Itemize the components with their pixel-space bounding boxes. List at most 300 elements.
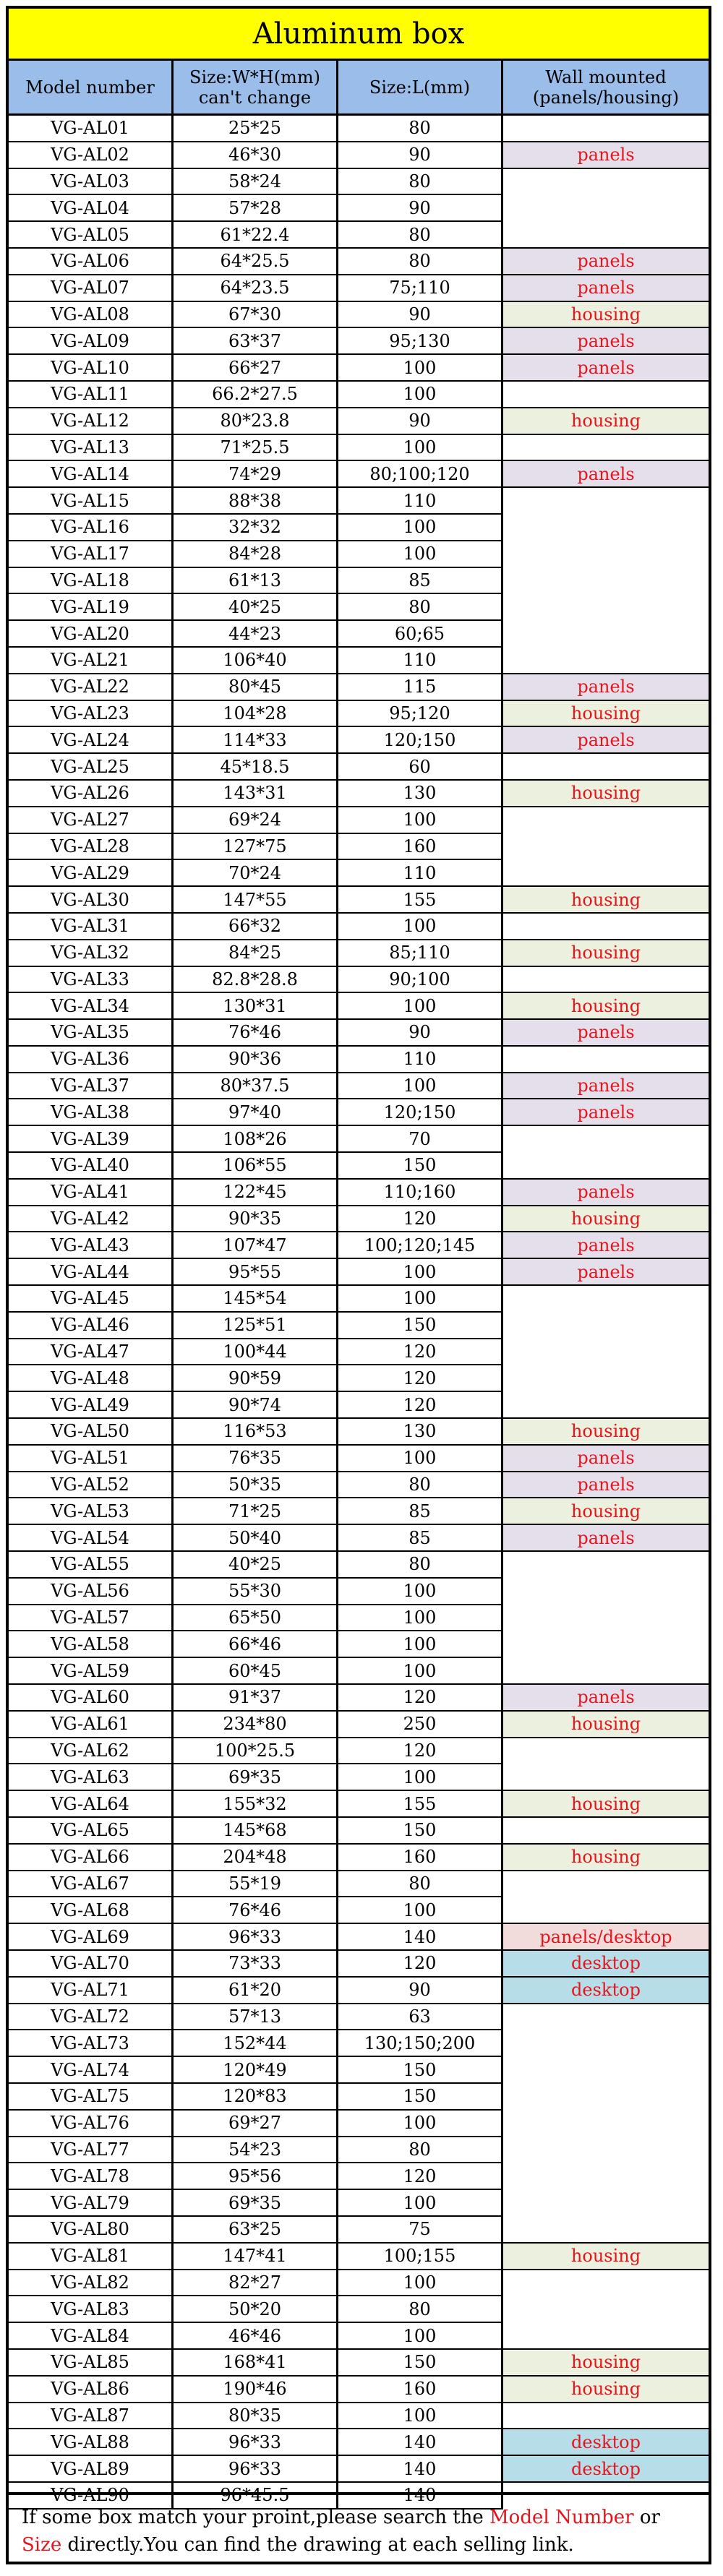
size-l-cell: 130;150;200 xyxy=(338,2030,503,2057)
header-size-wh-line2: can't change xyxy=(198,87,312,108)
size-wh-cell: 120*83 xyxy=(174,2084,338,2111)
wall-mounted-cell: panels xyxy=(503,1472,709,1499)
size-l-cell: 100 xyxy=(338,1286,503,1313)
size-wh-cell: 58*24 xyxy=(174,169,338,196)
wall-mounted-cell: housing xyxy=(503,302,709,329)
model-number-cell: VG-AL42 xyxy=(9,1206,174,1233)
size-l-cell: 140 xyxy=(338,2429,503,2456)
wall-mounted-cell: panels xyxy=(503,1180,709,1206)
wall-mounted-cell xyxy=(503,568,709,595)
model-number-cell: VG-AL47 xyxy=(9,1339,174,1366)
size-wh-cell: 64*23.5 xyxy=(174,275,338,302)
table-row xyxy=(9,1712,709,1738)
model-number-cell: VG-AL35 xyxy=(9,1020,174,1047)
wall-mounted-cell xyxy=(503,2111,709,2137)
size-l-cell: 100 xyxy=(338,993,503,1020)
size-wh-cell: 106*55 xyxy=(174,1153,338,1180)
size-wh-cell: 45*18.5 xyxy=(174,754,338,781)
size-l-cell: 90 xyxy=(338,195,503,222)
size-l-cell: 110 xyxy=(338,648,503,674)
table-row xyxy=(9,515,709,541)
wall-mounted-cell xyxy=(503,1286,709,1313)
table-row xyxy=(9,275,709,302)
size-l-cell: 140 xyxy=(338,2456,503,2483)
size-l-cell: 150 xyxy=(338,2057,503,2084)
table-row xyxy=(9,142,709,169)
size-wh-cell: 106*40 xyxy=(174,648,338,674)
size-l-cell: 100 xyxy=(338,1764,503,1791)
wall-mounted-cell xyxy=(503,754,709,781)
model-number-cell: VG-AL80 xyxy=(9,2217,174,2244)
size-wh-cell: 84*25 xyxy=(174,940,338,967)
size-l-cell: 80 xyxy=(338,222,503,249)
wall-mounted-cell xyxy=(503,2270,709,2297)
size-wh-cell: 82*27 xyxy=(174,2270,338,2297)
size-wh-cell: 122*45 xyxy=(174,1180,338,1206)
wall-mounted-cell xyxy=(503,2163,709,2190)
model-number-cell: VG-AL69 xyxy=(9,1924,174,1951)
wall-mounted-cell: panels xyxy=(503,727,709,754)
model-number-cell: VG-AL14 xyxy=(9,461,174,488)
size-wh-cell: 96*33 xyxy=(174,2456,338,2483)
table-row xyxy=(9,1286,709,1313)
wall-mounted-cell xyxy=(503,1818,709,1845)
wall-mounted-cell: housing xyxy=(503,1206,709,1233)
size-l-cell: 85 xyxy=(338,568,503,595)
size-wh-cell: 90*35 xyxy=(174,1206,338,1233)
wall-mounted-cell xyxy=(503,860,709,887)
size-l-cell: 120;150 xyxy=(338,1099,503,1126)
table-row xyxy=(9,1658,709,1685)
wall-mounted-cell xyxy=(503,2217,709,2244)
model-number-cell: VG-AL25 xyxy=(9,754,174,781)
size-wh-cell: 96*45.5 xyxy=(174,2483,338,2510)
wall-mounted-cell: panels xyxy=(503,1099,709,1126)
size-wh-cell: 88*38 xyxy=(174,488,338,515)
wall-mounted-cell: housing xyxy=(503,408,709,435)
model-number-cell: VG-AL03 xyxy=(9,169,174,196)
model-number-cell: VG-AL21 xyxy=(9,648,174,674)
model-number-cell: VG-AL15 xyxy=(9,488,174,515)
table-row xyxy=(9,222,709,249)
size-l-cell: 75;110 xyxy=(338,275,503,302)
size-l-cell: 100 xyxy=(338,541,503,568)
wall-mounted-cell xyxy=(503,1339,709,1366)
table-row xyxy=(9,2111,709,2137)
wall-mounted-cell: housing xyxy=(503,1845,709,1871)
size-l-cell: 160 xyxy=(338,834,503,861)
size-l-cell: 100 xyxy=(338,807,503,834)
size-l-cell: 90 xyxy=(338,302,503,329)
footer-text-1: If some box match your proint,please search the xyxy=(22,2507,490,2528)
table-row xyxy=(9,1631,709,1658)
wall-mounted-cell xyxy=(503,2296,709,2323)
model-number-cell: VG-AL36 xyxy=(9,1047,174,1073)
wall-mounted-cell xyxy=(503,1392,709,1419)
model-number-cell: VG-AL85 xyxy=(9,2350,174,2377)
size-l-cell: 80 xyxy=(338,116,503,142)
table-row xyxy=(9,1924,709,1951)
size-l-cell: 100 xyxy=(338,382,503,408)
size-l-cell: 80 xyxy=(338,169,503,196)
header-wall-line1: Wall mounted xyxy=(545,66,667,87)
size-wh-cell: 55*19 xyxy=(174,1871,338,1898)
model-number-cell: VG-AL68 xyxy=(9,1897,174,1924)
table-row xyxy=(9,1978,709,2004)
model-number-cell: VG-AL31 xyxy=(9,914,174,940)
table-row xyxy=(9,2190,709,2217)
model-number-cell: VG-AL70 xyxy=(9,1951,174,1978)
size-l-cell: 95;120 xyxy=(338,701,503,728)
size-wh-cell: 84*28 xyxy=(174,541,338,568)
table-row xyxy=(9,2163,709,2190)
size-wh-cell: 67*30 xyxy=(174,302,338,329)
size-l-cell: 115 xyxy=(338,674,503,701)
wall-mounted-cell: housing xyxy=(503,887,709,914)
wall-mounted-cell: housing xyxy=(503,1419,709,1446)
model-number-cell: VG-AL66 xyxy=(9,1845,174,1871)
table-row xyxy=(9,1791,709,1818)
table-row xyxy=(9,1419,709,1446)
table-row xyxy=(9,1552,709,1579)
size-wh-cell: 63*25 xyxy=(174,2217,338,2244)
size-wh-cell: 55*30 xyxy=(174,1579,338,1605)
size-wh-cell: 71*25.5 xyxy=(174,435,338,462)
wall-mounted-cell xyxy=(503,2004,709,2031)
size-l-cell: 100 xyxy=(338,2403,503,2430)
model-number-cell: VG-AL30 xyxy=(9,887,174,914)
table-row xyxy=(9,2350,709,2377)
model-number-cell: VG-AL20 xyxy=(9,621,174,648)
model-number-cell: VG-AL79 xyxy=(9,2190,174,2217)
size-l-cell: 110 xyxy=(338,860,503,887)
model-number-cell: VG-AL28 xyxy=(9,834,174,861)
table-row xyxy=(9,1845,709,1871)
model-number-cell: VG-AL87 xyxy=(9,2403,174,2430)
size-wh-cell: 120*49 xyxy=(174,2057,338,2084)
size-wh-cell: 69*24 xyxy=(174,807,338,834)
size-l-cell: 100 xyxy=(338,515,503,541)
wall-mounted-cell xyxy=(503,1153,709,1180)
table-row xyxy=(9,1126,709,1153)
wall-mounted-cell xyxy=(503,1631,709,1658)
table-row xyxy=(9,116,709,142)
size-l-cell: 85 xyxy=(338,1498,503,1525)
size-wh-cell: 61*22.4 xyxy=(174,222,338,249)
model-number-cell: VG-AL71 xyxy=(9,1978,174,2004)
table-row xyxy=(9,2057,709,2084)
table-row xyxy=(9,1579,709,1605)
wall-mounted-cell: desktop xyxy=(503,2429,709,2456)
table-row xyxy=(9,1525,709,1552)
table-row xyxy=(9,1339,709,1366)
size-wh-cell: 90*74 xyxy=(174,1392,338,1419)
size-wh-cell: 44*23 xyxy=(174,621,338,648)
table-row xyxy=(9,1897,709,1924)
size-wh-cell: 204*48 xyxy=(174,1845,338,1871)
table-row xyxy=(9,355,709,382)
model-number-cell: VG-AL75 xyxy=(9,2084,174,2111)
wall-mounted-cell: housing xyxy=(503,2244,709,2270)
size-l-cell: 80;100;120 xyxy=(338,461,503,488)
size-l-cell: 120 xyxy=(338,1738,503,1765)
size-wh-cell: 168*41 xyxy=(174,2350,338,2377)
table-row xyxy=(9,2296,709,2323)
size-wh-cell: 80*45 xyxy=(174,674,338,701)
model-number-cell: VG-AL57 xyxy=(9,1605,174,1632)
table-title: Aluminum box xyxy=(9,9,709,61)
size-l-cell: 120 xyxy=(338,1206,503,1233)
wall-mounted-cell: panels xyxy=(503,1020,709,1047)
table-row xyxy=(9,408,709,435)
size-wh-cell: 155*32 xyxy=(174,1791,338,1818)
model-number-cell: VG-AL65 xyxy=(9,1818,174,1845)
model-number-cell: VG-AL27 xyxy=(9,807,174,834)
size-wh-cell: 95*55 xyxy=(174,1259,338,1286)
model-number-cell: VG-AL54 xyxy=(9,1525,174,1552)
wall-mounted-cell: housing xyxy=(503,940,709,967)
wall-mounted-cell xyxy=(503,435,709,462)
table-row xyxy=(9,1818,709,1845)
size-l-cell: 120 xyxy=(338,1365,503,1392)
model-number-cell: VG-AL40 xyxy=(9,1153,174,1180)
table-row xyxy=(9,195,709,222)
model-number-cell: VG-AL81 xyxy=(9,2244,174,2270)
table-row xyxy=(9,2323,709,2350)
size-wh-cell: 64*25.5 xyxy=(174,249,338,275)
size-wh-cell: 60*45 xyxy=(174,1658,338,1685)
table-row xyxy=(9,1738,709,1765)
size-l-cell: 100 xyxy=(338,435,503,462)
wall-mounted-cell: housing xyxy=(503,701,709,728)
table-row xyxy=(9,302,709,329)
model-number-cell: VG-AL23 xyxy=(9,701,174,728)
size-l-cell: 150 xyxy=(338,1153,503,1180)
wall-mounted-cell xyxy=(503,621,709,648)
table-row xyxy=(9,940,709,967)
model-number-cell: VG-AL29 xyxy=(9,860,174,887)
table-row xyxy=(9,461,709,488)
size-l-cell: 140 xyxy=(338,2483,503,2510)
size-wh-cell: 96*33 xyxy=(174,2429,338,2456)
wall-mounted-cell: panels/desktop xyxy=(503,1924,709,1951)
model-number-cell: VG-AL52 xyxy=(9,1472,174,1499)
model-number-cell: VG-AL63 xyxy=(9,1764,174,1791)
aluminum-box-table xyxy=(6,6,711,2564)
wall-mounted-cell xyxy=(503,1738,709,1765)
model-number-cell: VG-AL44 xyxy=(9,1259,174,1286)
wall-mounted-cell xyxy=(503,594,709,621)
size-wh-cell: 100*25.5 xyxy=(174,1738,338,1765)
size-l-cell: 100;155 xyxy=(338,2244,503,2270)
size-wh-cell: 61*20 xyxy=(174,1978,338,2004)
size-l-cell: 80 xyxy=(338,1552,503,1579)
size-wh-cell: 73*33 xyxy=(174,1951,338,1978)
model-number-cell: VG-AL46 xyxy=(9,1313,174,1339)
wall-mounted-cell xyxy=(503,2057,709,2084)
wall-mounted-cell: desktop xyxy=(503,1978,709,2004)
table-row xyxy=(9,701,709,728)
size-l-cell: 100 xyxy=(338,2323,503,2350)
size-wh-cell: 66*46 xyxy=(174,1631,338,1658)
table-row xyxy=(9,1020,709,1047)
model-number-cell: VG-AL02 xyxy=(9,142,174,169)
model-number-cell: VG-AL18 xyxy=(9,568,174,595)
model-number-cell: VG-AL06 xyxy=(9,249,174,275)
size-l-cell: 120 xyxy=(338,1951,503,1978)
table-row xyxy=(9,754,709,781)
table-row xyxy=(9,2217,709,2244)
model-number-cell: VG-AL38 xyxy=(9,1099,174,1126)
size-l-cell: 110 xyxy=(338,1047,503,1073)
model-number-cell: VG-AL22 xyxy=(9,674,174,701)
size-wh-cell: 61*13 xyxy=(174,568,338,595)
size-l-cell: 100 xyxy=(338,1631,503,1658)
model-number-cell: VG-AL83 xyxy=(9,2296,174,2323)
model-number-cell: VG-AL64 xyxy=(9,1791,174,1818)
model-number-cell: VG-AL86 xyxy=(9,2377,174,2403)
wall-mounted-cell xyxy=(503,1871,709,1898)
table-row xyxy=(9,435,709,462)
model-number-cell: VG-AL37 xyxy=(9,1073,174,1100)
size-l-cell: 155 xyxy=(338,1791,503,1818)
size-l-cell: 100;120;145 xyxy=(338,1232,503,1259)
model-number-cell: VG-AL77 xyxy=(9,2137,174,2164)
size-l-cell: 80 xyxy=(338,2296,503,2323)
table-row xyxy=(9,1206,709,1233)
size-l-cell: 110;160 xyxy=(338,1180,503,1206)
wall-mounted-cell: housing xyxy=(503,781,709,807)
wall-mounted-cell xyxy=(503,1764,709,1791)
size-wh-cell: 125*51 xyxy=(174,1313,338,1339)
model-number-cell: VG-AL32 xyxy=(9,940,174,967)
size-wh-cell: 69*35 xyxy=(174,1764,338,1791)
model-number-cell: VG-AL39 xyxy=(9,1126,174,1153)
size-l-cell: 130 xyxy=(338,781,503,807)
wall-mounted-cell xyxy=(503,967,709,994)
size-wh-cell: 143*31 xyxy=(174,781,338,807)
table-row xyxy=(9,967,709,994)
table-row xyxy=(9,914,709,940)
wall-mounted-cell xyxy=(503,1126,709,1153)
wall-mounted-cell xyxy=(503,488,709,515)
model-number-cell: VG-AL04 xyxy=(9,195,174,222)
table-row xyxy=(9,1392,709,1419)
size-l-cell: 155 xyxy=(338,887,503,914)
model-number-cell: VG-AL78 xyxy=(9,2163,174,2190)
size-wh-cell: 104*28 xyxy=(174,701,338,728)
model-number-cell: VG-AL16 xyxy=(9,515,174,541)
footer-model-number: Model Number xyxy=(489,2507,634,2528)
size-l-cell: 85;110 xyxy=(338,940,503,967)
model-number-cell: VG-AL34 xyxy=(9,993,174,1020)
size-l-cell: 90 xyxy=(338,142,503,169)
size-l-cell: 120 xyxy=(338,1339,503,1366)
table-row xyxy=(9,860,709,887)
size-wh-cell: 152*44 xyxy=(174,2030,338,2057)
wall-mounted-cell xyxy=(503,2190,709,2217)
size-wh-cell: 46*46 xyxy=(174,2323,338,2350)
wall-mounted-cell xyxy=(503,382,709,408)
size-wh-cell: 82.8*28.8 xyxy=(174,967,338,994)
size-wh-cell: 25*25 xyxy=(174,116,338,142)
model-number-cell: VG-AL73 xyxy=(9,2030,174,2057)
wall-mounted-cell xyxy=(503,515,709,541)
table-row xyxy=(9,807,709,834)
size-l-cell: 130 xyxy=(338,1419,503,1446)
wall-mounted-cell xyxy=(503,648,709,674)
wall-mounted-cell: panels xyxy=(503,355,709,382)
size-wh-cell: 71*25 xyxy=(174,1498,338,1525)
size-wh-cell: 100*44 xyxy=(174,1339,338,1366)
table-row xyxy=(9,1472,709,1499)
size-l-cell: 100 xyxy=(338,1897,503,1924)
table-row xyxy=(9,2270,709,2297)
size-wh-cell: 50*40 xyxy=(174,1525,338,1552)
wall-mounted-cell xyxy=(503,1605,709,1632)
model-number-cell: VG-AL58 xyxy=(9,1631,174,1658)
model-number-cell: VG-AL10 xyxy=(9,355,174,382)
wall-mounted-cell: panels xyxy=(503,1446,709,1472)
model-number-cell: VG-AL56 xyxy=(9,1579,174,1605)
size-wh-cell: 40*25 xyxy=(174,1552,338,1579)
size-l-cell: 60;65 xyxy=(338,621,503,648)
wall-mounted-cell: panels xyxy=(503,1232,709,1259)
size-l-cell: 100 xyxy=(338,355,503,382)
wall-mounted-cell: housing xyxy=(503,2350,709,2377)
size-wh-cell: 96*33 xyxy=(174,1924,338,1951)
table-row xyxy=(9,1259,709,1286)
size-wh-cell: 63*37 xyxy=(174,328,338,355)
size-l-cell: 150 xyxy=(338,1313,503,1339)
table-row xyxy=(9,1685,709,1712)
size-wh-cell: 147*41 xyxy=(174,2244,338,2270)
table-row xyxy=(9,594,709,621)
wall-mounted-cell: panels xyxy=(503,674,709,701)
model-number-cell: VG-AL26 xyxy=(9,781,174,807)
table-row xyxy=(9,1365,709,1392)
model-number-cell: VG-AL45 xyxy=(9,1286,174,1313)
wall-mounted-cell xyxy=(503,2403,709,2430)
model-number-cell: VG-AL33 xyxy=(9,967,174,994)
model-number-cell: VG-AL88 xyxy=(9,2429,174,2456)
table-row xyxy=(9,2084,709,2111)
size-wh-cell: 50*35 xyxy=(174,1472,338,1499)
wall-mounted-cell: housing xyxy=(503,993,709,1020)
wall-mounted-cell xyxy=(503,2323,709,2350)
wall-mounted-cell xyxy=(503,169,709,196)
model-number-cell: VG-AL76 xyxy=(9,2111,174,2137)
size-l-cell: 90 xyxy=(338,408,503,435)
wall-mounted-cell: panels xyxy=(503,461,709,488)
size-wh-cell: 147*55 xyxy=(174,887,338,914)
table-row xyxy=(9,2137,709,2164)
footer-size: Size xyxy=(22,2534,62,2556)
model-number-cell: VG-AL60 xyxy=(9,1685,174,1712)
table-row xyxy=(9,2377,709,2403)
size-l-cell: 120 xyxy=(338,1685,503,1712)
size-l-cell: 90;100 xyxy=(338,967,503,994)
model-number-cell: VG-AL08 xyxy=(9,302,174,329)
size-wh-cell: 70*24 xyxy=(174,860,338,887)
table-row xyxy=(9,2403,709,2430)
size-wh-cell: 95*56 xyxy=(174,2163,338,2190)
model-number-cell: VG-AL11 xyxy=(9,382,174,408)
wall-mounted-cell: panels xyxy=(503,142,709,169)
size-wh-cell: 76*35 xyxy=(174,1446,338,1472)
table-row xyxy=(9,781,709,807)
size-l-cell: 160 xyxy=(338,2377,503,2403)
